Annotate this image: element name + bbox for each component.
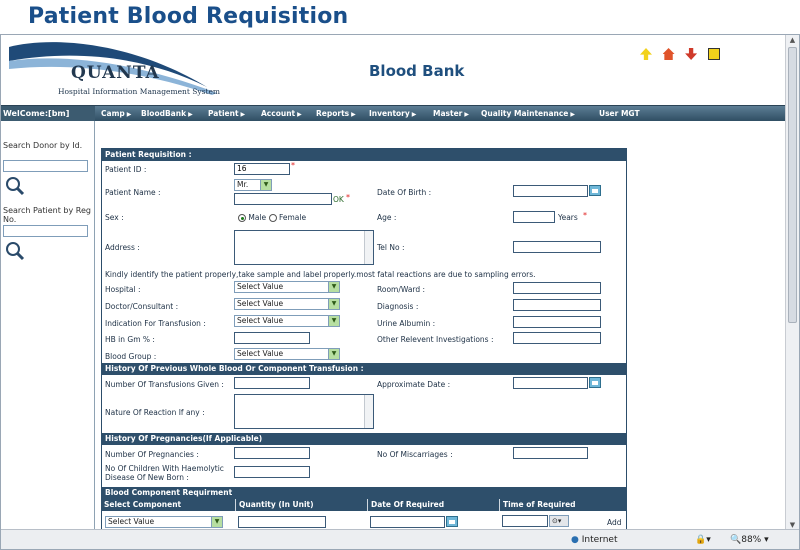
hospital-label: Hospital : [105,285,141,294]
sidebar [1,121,95,531]
children-label-line1: No Of Children With Haemolytic [105,464,224,473]
sex-options [238,213,306,222]
date-required-input[interactable] [370,516,445,528]
textarea-scrollbar[interactable] [364,231,373,264]
address-textarea[interactable] [234,230,374,265]
room-input[interactable] [513,282,601,294]
col-quantity: Quantity (In Unit) [236,499,368,511]
menu-reports[interactable]: Reports ▶ [316,109,356,118]
time-required-input[interactable] [502,515,548,527]
globe-icon: ● [571,535,579,545]
internet-zone: ● Internet [571,535,618,545]
urine-label: Urine Albumin : [377,319,436,328]
search-donor-input[interactable] [3,160,88,172]
doctor-select[interactable]: Select Value ▼ [234,298,340,310]
home-icon[interactable] [663,48,675,60]
welcome-text: WelCome:[bm] [1,106,95,121]
diagnosis-input[interactable] [513,299,601,311]
patient-name-input[interactable] [234,193,332,205]
female-radio[interactable] [269,214,277,222]
down-arrow-icon[interactable] [685,48,697,60]
textarea-scrollbar[interactable] [364,395,373,428]
section-pregnancies: History Of Pregnancies(If Applicable) [101,433,627,445]
zoom-level[interactable]: 🔍88% ▾ [730,535,769,545]
approx-date-label: Approximate Date : [377,380,451,389]
add-link[interactable]: Add [607,518,622,527]
age-input[interactable] [513,211,555,223]
indication-label: Indication For Transfusion : [105,319,206,328]
hb-input[interactable] [234,332,310,344]
page-scrollbar[interactable] [785,35,799,531]
ok-label: OK [333,195,344,204]
age-label: Age : [377,213,397,222]
male-label: Male [248,213,267,222]
male-radio[interactable] [238,214,246,222]
main-menu-bar [1,105,787,121]
browser-status-bar [1,529,800,549]
app-title: Blood Bank [369,62,465,80]
blood-group-select[interactable]: Select Value ▼ [234,348,340,360]
zoom-icon: 🔍 [730,535,742,545]
patient-name-label: Patient Name : [105,188,161,197]
patient-id-input[interactable]: 16 [234,163,290,175]
logo-text: QUANTA [71,63,160,83]
time-picker-button[interactable] [549,515,569,527]
diagnosis-label: Diagnosis : [377,302,419,311]
room-label: Room/Ward : [377,285,426,294]
nature-reaction-textarea[interactable] [234,394,374,429]
dob-input[interactable] [513,185,588,197]
approx-date-calendar-icon[interactable] [589,377,601,388]
browser-window [0,34,800,550]
patient-id-label: Patient ID : [105,165,147,174]
miscarriages-label: No Of Miscarriages : [377,450,453,459]
other-investigations-label: Other Relevent Investigations : [377,335,494,344]
menu-patient[interactable]: Patient ▶ [208,109,246,118]
scroll-thumb[interactable] [788,47,797,323]
menu-inventory[interactable]: Inventory ▶ [369,109,417,118]
clock-icon: ⊙▾ [552,517,562,525]
num-transfusions-input[interactable] [234,377,310,389]
sex-label: Sex : [105,213,124,222]
required-mark: * [291,161,295,170]
header-icons [640,48,728,62]
menu-account[interactable]: Account ▶ [261,109,302,118]
col-select-component: Select Component [101,499,236,511]
years-label: Years [558,213,578,222]
quantity-input[interactable] [238,516,326,528]
required-mark: * [583,211,587,220]
search-patient-input[interactable] [3,225,88,237]
col-date-required: Date Of Required [368,499,500,511]
num-pregnancies-input[interactable] [234,447,310,459]
female-label: Female [278,213,307,222]
home-up-arrow-icon[interactable] [640,48,652,60]
key-icon[interactable] [708,48,720,60]
address-label: Address : [105,243,140,252]
identification-note: Kindly identify the patient properly,take sample and label properly.most fatal reactions are due to sampling errors. [105,270,536,279]
menu-camp[interactable]: Camp ▶ [101,109,132,118]
approx-date-input[interactable] [513,377,588,389]
search-patient-label: Search Patient by Reg No. [3,206,91,224]
menu-master[interactable]: Master ▶ [433,109,469,118]
miscarriages-input[interactable] [513,447,588,459]
logo-subtitle: Hospital Information Management System [58,87,221,96]
component-table-header [101,499,627,511]
search-donor-icon[interactable] [5,176,25,196]
dob-label: Date Of Birth : [377,188,432,197]
children-label-line2: Disease Of New Born : [105,473,189,482]
num-pregnancies-label: Number Of Pregnancies : [105,450,199,459]
section-patient-requisition: Patient Requisition : [101,149,627,161]
section-transfusion-history: History Of Previous Whole Blood Or Component Transfusion : [101,363,627,375]
protected-mode-icon[interactable]: 🔒▾ [695,535,711,545]
search-donor-label: Search Donor by Id. [3,141,83,150]
doctor-label: Doctor/Consultant : [105,302,179,311]
search-patient-icon[interactable] [5,241,25,261]
tel-label: Tel No : [377,243,405,252]
scroll-up-icon[interactable]: ▲ [789,36,796,44]
title-select[interactable]: Mr. ▼ [234,179,272,191]
num-transfusions-label: Number Of Transfusions Given : [105,380,224,389]
tel-input[interactable] [513,241,601,253]
menu-quality-maintenance[interactable]: Quality Maintenance ▶ [481,109,576,118]
blood-group-label: Blood Group : [105,352,157,361]
slide-title: Patient Blood Requisition [28,4,349,29]
required-mark: * [346,193,350,202]
dob-calendar-icon[interactable] [589,185,601,196]
other-investigations-input[interactable] [513,332,601,344]
col-time-required: Time of Required [503,500,576,509]
app-header [1,35,787,105]
children-input[interactable] [234,466,310,478]
indication-select[interactable]: Select Value ▼ [234,315,340,327]
nature-reaction-label: Nature Of Reaction If any : [105,408,205,417]
section-blood-component: Blood Component Requirment [101,487,627,499]
menu-bloodbank[interactable]: BloodBank ▶ [141,109,193,118]
hospital-select[interactable]: Select Value ▼ [234,281,340,293]
hb-label: HB in Gm % : [105,335,155,344]
urine-input[interactable] [513,316,601,328]
date-required-calendar-icon[interactable] [446,516,458,527]
component-select[interactable]: Select Value ▼ [105,516,223,528]
scroll-down-icon[interactable]: ▼ [789,521,796,529]
menu-user-mgt[interactable]: User MGT [599,109,640,118]
